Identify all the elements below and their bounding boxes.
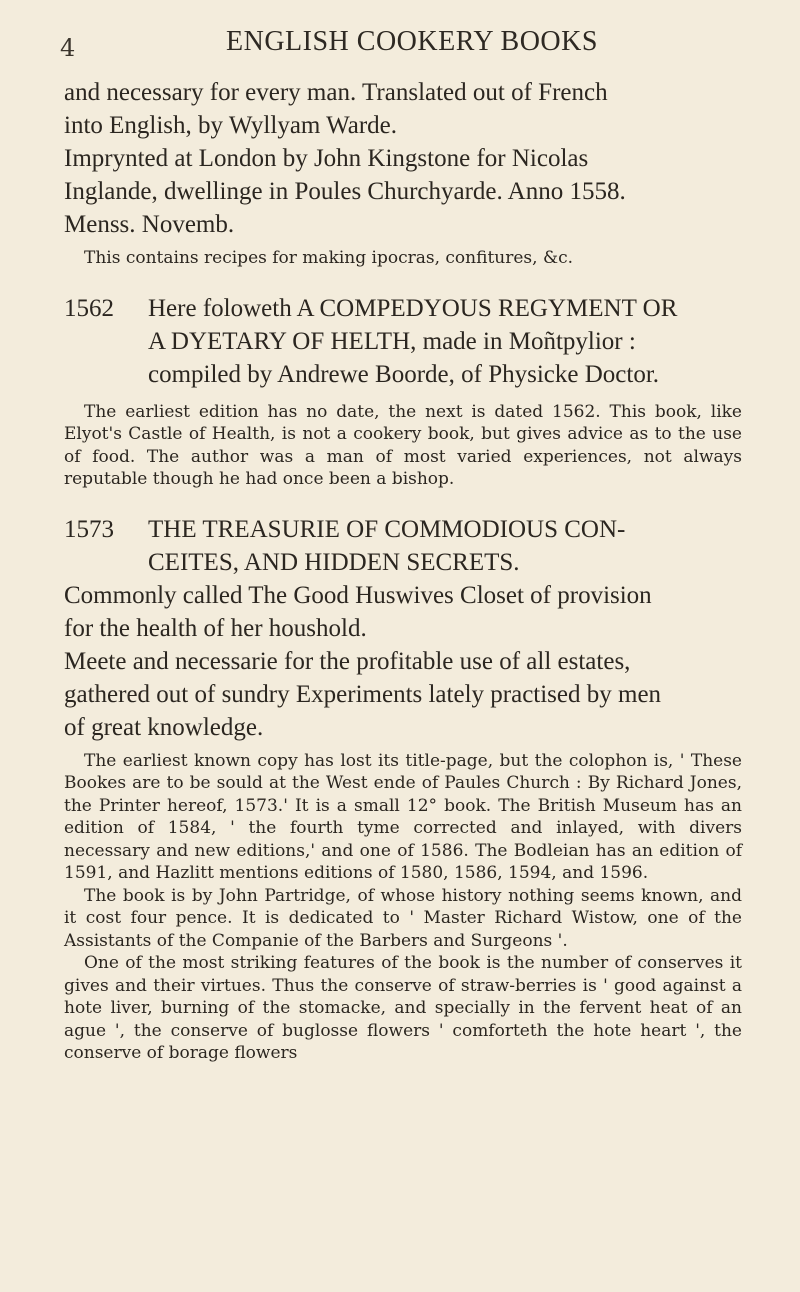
continuation-line: into English, by Wyllyam Warde.	[64, 112, 398, 139]
entry-subtitle-line: for the health of her houshold.	[64, 614, 367, 642]
page-header	[0, 26, 800, 66]
entry-title-line: A DYETARY OF HELTH, made in Moñtpylior :	[148, 327, 636, 355]
entry-note: The book is by John Partridge, of whose history nothing seems known, and it cost four pence. It is dedicated to ' Master Richard Wistow, one of the Assistants of the Companie of the Barbers and Surgeons '.	[64, 885, 742, 951]
entry-note: One of the most striking features of the book is the number of conserves it gives and their virtues. Thus the conserve of straw-berries is ' good against a hote liver, burning of the stomacke, and specially in the fervent heat of an ague ', the conserve of buglosse flowers ' comforteth the hote heart ', the conserve of borage flowers	[64, 953, 742, 1063]
entry-note: The earliest known copy has lost its title-page, but the colophon is, ' These Bookes are to be sould at the West ende of Paules Church : By Richard Jones, the Printer hereof, 1573.' It is a small 12° book. The British Museum has an edition of 1584, ' the fourth tyme corrected and inlayed, with divers necessary and new editions,' and one of 1586. The Bodleian has an edition of 1591, and Hazlitt mentions editions of 1580, 1586, 1594, and 1596.	[64, 750, 742, 883]
entry-title-line: CEITES, AND HIDDEN SECRETS.	[148, 548, 520, 576]
entry-1573	[64, 513, 742, 1065]
continuation-line: and necessary for every man. Translated out of French	[64, 79, 608, 106]
entry-subtitle-line: gathered out of sundry Experiments lately practised by men	[64, 680, 662, 708]
entry-subtitle-line: Commonly called The Good Huswives Closet of provision	[64, 581, 652, 609]
page-content	[64, 76, 742, 1065]
continuation-block	[64, 76, 742, 270]
continuation-note: This contains recipes for making ipocras, confitures, &c.	[84, 248, 574, 268]
continuation-line: Menss. Novemb.	[64, 211, 235, 238]
entry-title-line: THE TREASURIE OF COMMODIOUS CON-	[148, 515, 626, 543]
page-number: 4	[60, 34, 76, 62]
entry-year: 1573	[64, 515, 114, 543]
entry-title-line: compiled by Andrewe Boorde, of Physicke Doctor.	[148, 360, 660, 388]
running-head: ENGLISH COOKERY BOOKS	[226, 26, 598, 57]
entry-title-line: Here foloweth A COMPEDYOUS REGYMENT OR	[148, 294, 678, 322]
continuation-line: Imprynted at London by John Kingstone for Nicolas	[64, 145, 589, 172]
entry-1562	[64, 292, 742, 491]
entry-note: The earliest edition has no date, the next is dated 1562. This book, like Elyot's Castle of Health, is not a cookery book, but gives advice as to the use of food. The author was a man of most varied experiences, not always reputable though he had once been a bishop.	[64, 401, 742, 489]
continuation-line: Inglande, dwellinge in Poules Churchyarde. Anno 1558.	[64, 178, 626, 205]
entry-year: 1562	[64, 294, 114, 322]
entry-subtitle-line: Meete and necessarie for the profitable use of all estates,	[64, 647, 631, 675]
entry-subtitle-line: of great knowledge.	[64, 713, 264, 741]
